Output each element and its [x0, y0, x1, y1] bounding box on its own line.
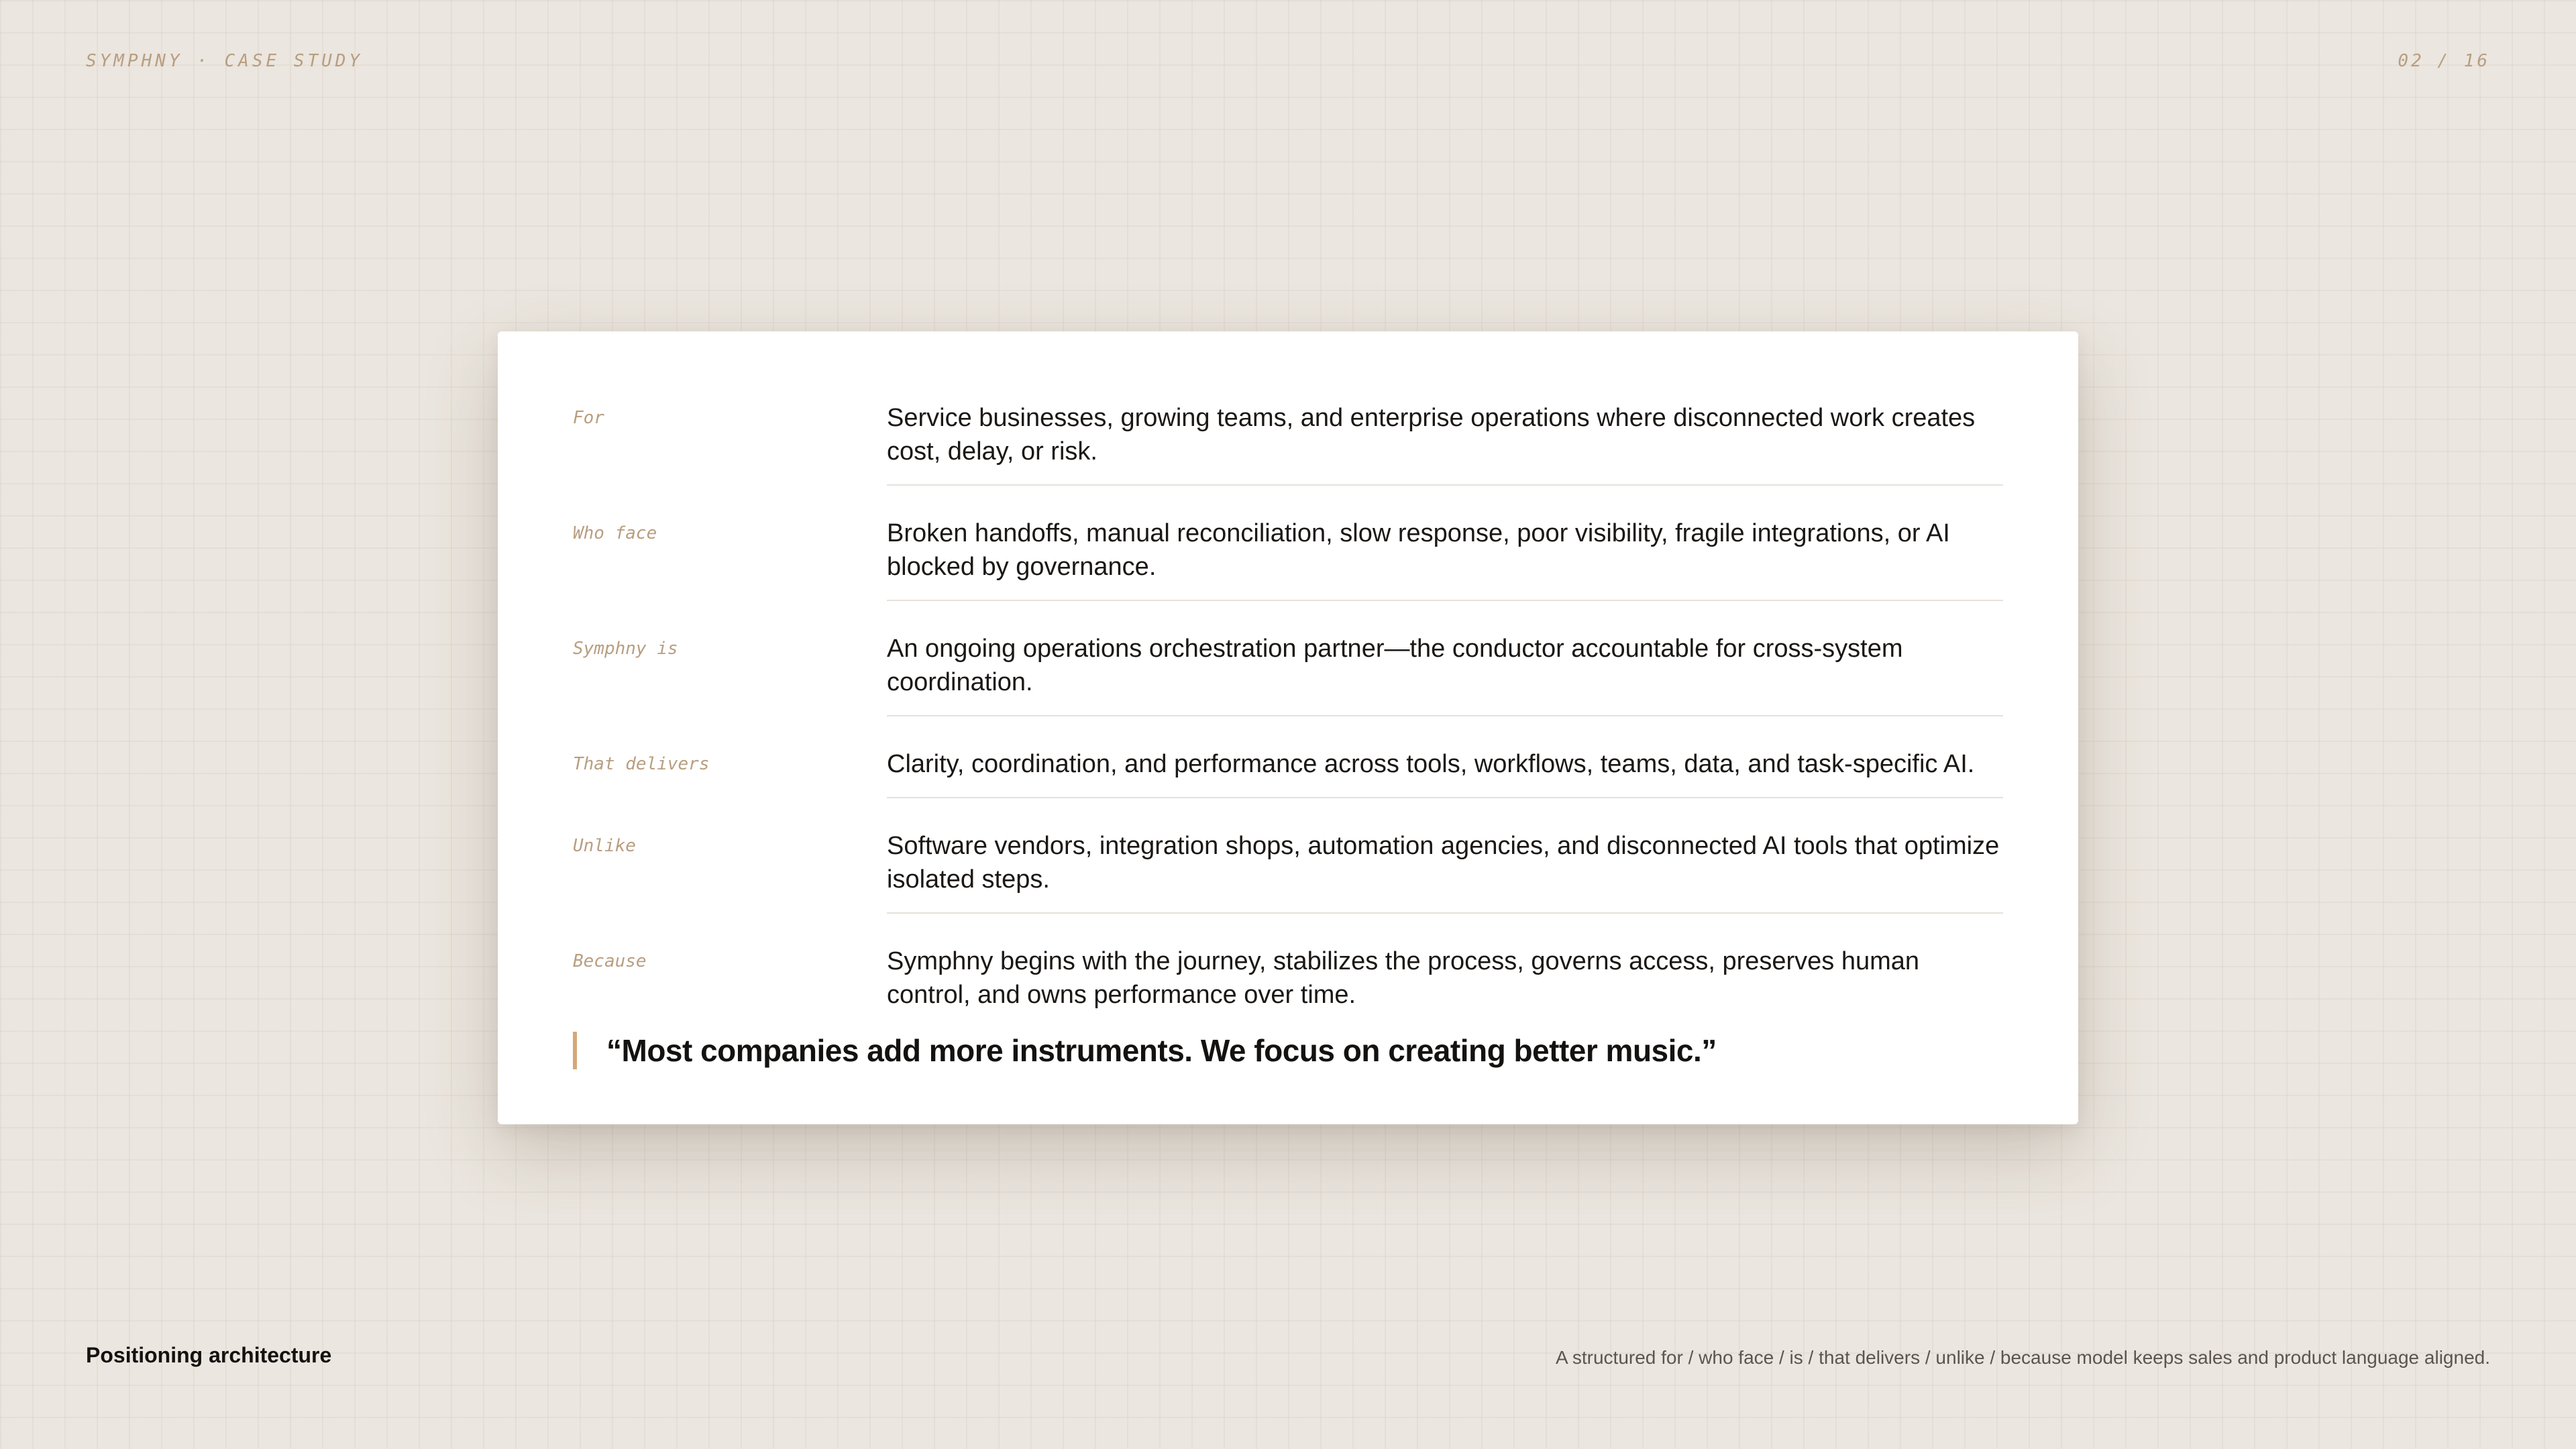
- slide-title: Positioning architecture: [86, 1343, 332, 1367]
- row-text: Broken handoffs, manual reconciliation, slow response, poor visibility, fragile integrations, or AI blocked by governance.: [887, 517, 2003, 601]
- row-text: An ongoing operations orchestration partner—the conductor accountable for cross-system coordination.: [887, 632, 2003, 716]
- deck-brand-label: SYMPHNY · CASE STUDY: [86, 51, 364, 71]
- pull-quote: [573, 1032, 1717, 1069]
- positioning-rows: [573, 401, 2003, 1028]
- positioning-row-for: [573, 401, 2003, 486]
- row-label: That delivers: [573, 754, 710, 774]
- row-label: For: [573, 408, 604, 428]
- positioning-row-is: [573, 632, 2003, 716]
- row-label: Unlike: [573, 836, 636, 856]
- positioning-row-because: [573, 945, 2003, 1028]
- row-label: Symphny is: [573, 639, 678, 659]
- positioning-row-unlike: [573, 829, 2003, 914]
- page-indicator: 02 / 16: [2398, 51, 2490, 71]
- row-text: Software vendors, integration shops, automation agencies, and disconnected AI tools that optimize isolated steps.: [887, 829, 2003, 914]
- positioning-row-who-face: [573, 517, 2003, 601]
- row-text: Service businesses, growing teams, and enterprise operations where disconnected work creates cost, delay, or risk.: [887, 401, 2003, 486]
- quote-accent-bar: [573, 1032, 577, 1069]
- row-label: Because: [573, 951, 647, 971]
- row-text: Symphny begins with the journey, stabilizes the process, governs access, preserves human control, and owns performance over time.: [887, 947, 1920, 1009]
- slide-description: A structured for / who face / is / that delivers / unlike / because model keeps sales and product language aligned.: [1555, 1347, 2490, 1368]
- positioning-card: [498, 331, 2078, 1124]
- positioning-row-that-delivers: [573, 747, 2003, 798]
- quote-text: “Most companies add more instruments. We focus on creating better music.”: [606, 1033, 1717, 1068]
- row-text: Clarity, coordination, and performance across tools, workflows, teams, data, and task-specific AI.: [887, 747, 2003, 798]
- row-label: Who face: [573, 523, 657, 543]
